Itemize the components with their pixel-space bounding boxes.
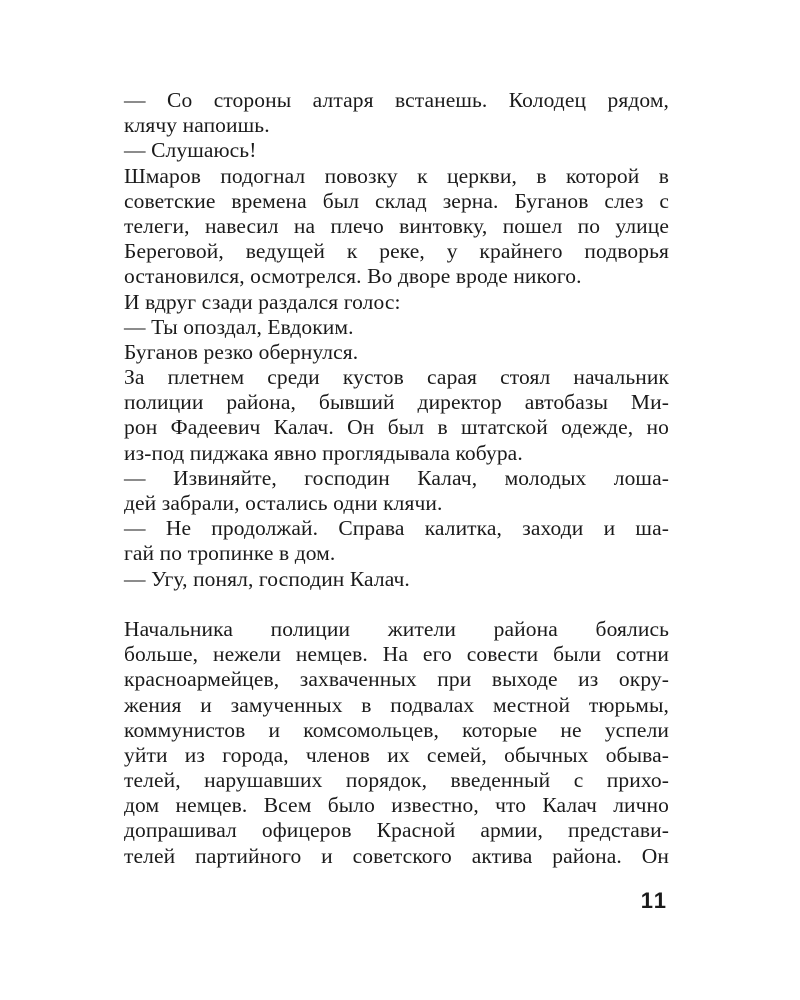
text-line: дей забрали, остались одни клячи.: [124, 491, 443, 515]
text-line: уйти из города, членов их семей, обычных обыва-: [124, 742, 669, 767]
text-line: полиции района, бывший директор автобазы Ми-: [124, 390, 669, 415]
text-line: — Слушаюсь!: [124, 138, 257, 163]
text-line: — Извиняйте, господин Калач, молодых лоша-: [124, 465, 669, 490]
text-line: Шмаров подогнал повозку к церкви, в которой в: [124, 163, 669, 188]
section-break: [124, 592, 669, 617]
text-line: красноармейцев, захваченных при выходе из окру-: [124, 667, 669, 692]
text-line: гай по тропинке в дом.: [124, 541, 336, 566]
text-line: жения и замученных в подвалах местной тюрьмы,: [124, 692, 669, 717]
text-line: остановился, осмотрелся. Во дворе вроде никого.: [124, 264, 582, 289]
book-page-text: [124, 88, 669, 869]
text-line: Буганов резко обернулся.: [124, 339, 359, 364]
text-line: телей партийного и советского актива района. Он: [124, 843, 669, 868]
text-line: клячу напоишь.: [124, 113, 270, 138]
text-line: рон Фадеевич Калач. Он был в штатской одежде, но: [124, 415, 669, 440]
text-line: За плетнем среди кустов сарая стоял начальник: [124, 365, 669, 390]
text-line: Береговой, ведущей к реке, у крайнего подворья: [124, 239, 669, 264]
text-line: больше, нежели немцев. На его совести были сотни: [124, 642, 669, 667]
text-line: телей, нарушавших порядок, введенный с прихо-: [124, 768, 669, 793]
text-line: — Ты опоздал, Евдоким.: [124, 314, 354, 339]
page-number: 11: [640, 888, 668, 913]
text-line: коммунистов и комсомольцев, которые не успели: [124, 717, 669, 742]
text-line: советские времена был склад зерна. Буганов слез с: [124, 188, 669, 213]
text-line: — Со стороны алтаря встанешь. Колодец рядом,: [124, 88, 669, 112]
text-line: И вдруг сзади раздался голос:: [124, 289, 401, 314]
text-line: Начальника полиции жители района боялись: [124, 616, 669, 641]
text-line: — Угу, понял, господин Калач.: [124, 566, 410, 591]
text-line: — Не продолжай. Справа калитка, заходи и ша-: [124, 516, 669, 541]
text-line: допрашивал офицеров Красной армии, представи-: [124, 818, 669, 843]
text-line: телеги, навесил на плечо винтовку, пошел по улице: [124, 213, 669, 238]
text-line: из-под пиджака явно проглядывала кобура.: [124, 440, 523, 465]
text-line: дом немцев. Всем было известно, что Калач лично: [124, 793, 669, 818]
